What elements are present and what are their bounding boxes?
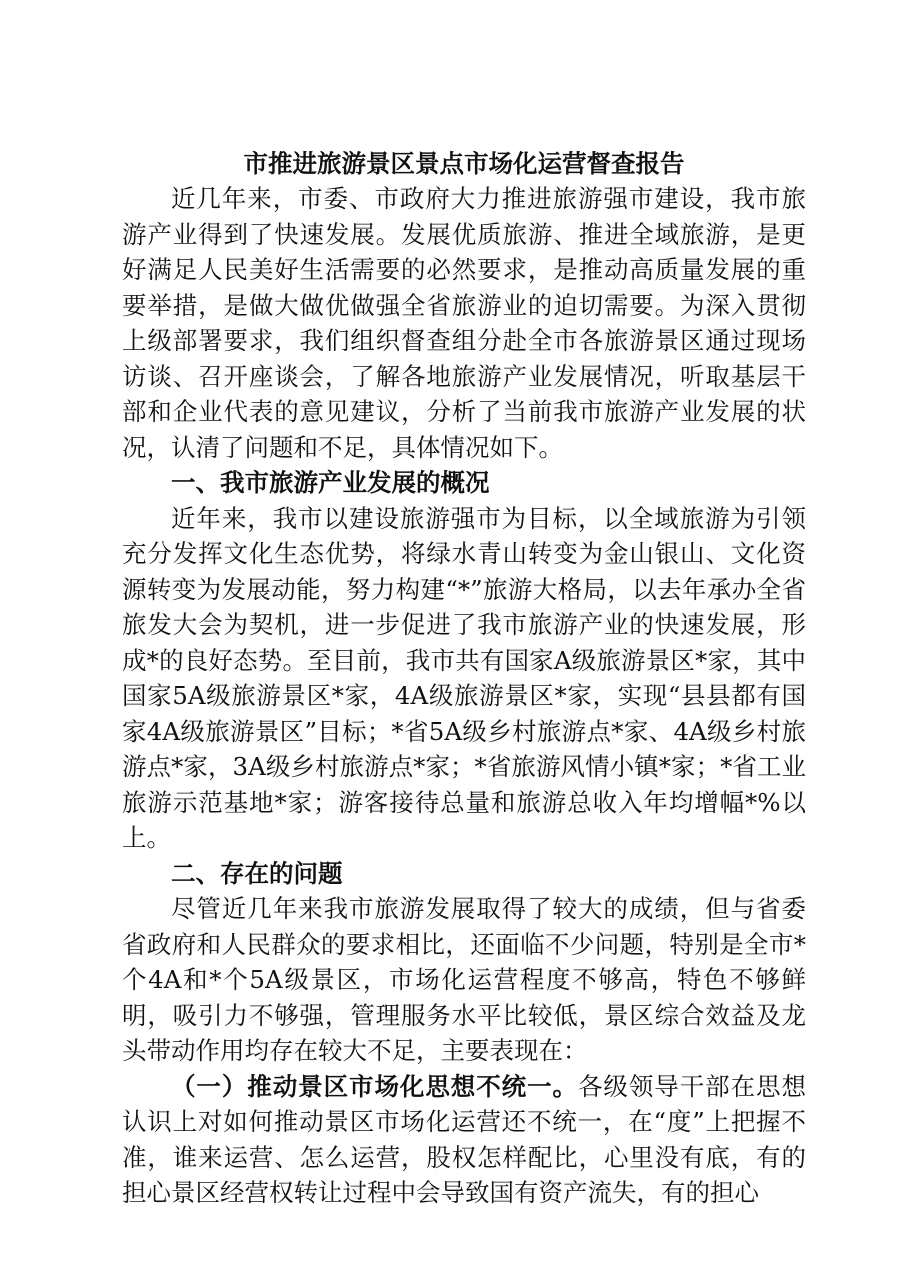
problem-item-1-text: 各级领导干部在思想认识上对如何推动景区市场化运营还不统一，在“度”上把握不准，谁来运营、怎么运营，股权怎样配比，心里没有底，有的担心景区经营权转让过程中会导致国有资产流失，有的担心 [122, 1071, 806, 1207]
intro-paragraph: 近几年来，市委、市政府大力推进旅游强市建设，我市旅游产业得到了快速发展。发展优质旅游、推进全域旅游，是更好满足人民美好生活需要的必然要求，是推动高质量发展的重要举措，是做大做优做强全省旅游业的迫切需要。为深入贯彻上级部署要求，我们组织督查组分赴全市各旅游景区通过现场访谈、召开座谈会，了解各地旅游产业发展情况，听取基层干部和企业代表的意见建议，分析了当前我市旅游产业发展的状况，认清了问题和不足，具体情况如下。 [122, 184, 806, 462]
problems-paragraph: 尽管近几年来我市旅游发展取得了较大的成绩，但与省委省政府和人民群众的要求相比，还面临不少问题，特别是全市*个4A和*个5A级景区，市场化运营程度不够高，特色不够鲜明，吸引力不够强，管理服务水平比较低，景区综合效益及龙头带动作用均存在较大不足，主要表现在： [122, 894, 806, 1065]
section-heading-overview: 一、我市旅游产业发展的概况 [171, 468, 490, 497]
section-heading-problems: 二、存在的问题 [171, 858, 343, 888]
document-body [122, 147, 806, 1211]
document-title: 市推进旅游景区景点市场化运营督查报告 [243, 149, 685, 178]
overview-paragraph: 近年来，我市以建设旅游强市为目标，以全域旅游为引领充分发挥文化生态优势，将绿水青山转变为金山银山、文化资源转变为发展动能，努力构建“*”旅游大格局，以去年承办全省旅发大会为契机，进一步促进了我市旅游产业的快速发展，形成*的良好态势。至目前，我市共有国家A级旅游景区*家，其中国家5A级旅游景区*家，4A级旅游景区*家，实现“县县都有国家4A级旅游景区”目标；*省5A级乡村旅游点*家、4A级乡村旅游点*家，3A级乡村旅游点*家；*省旅游风情小镇*家；*省工业旅游示范基地*家；游客接待总量和旅游总收入年均增幅*%以上。 [122, 503, 806, 852]
problem-item-1 [122, 1069, 806, 1211]
problem-item-1-lead: （一）推动景区市场化思想不统一。 [171, 1071, 578, 1101]
